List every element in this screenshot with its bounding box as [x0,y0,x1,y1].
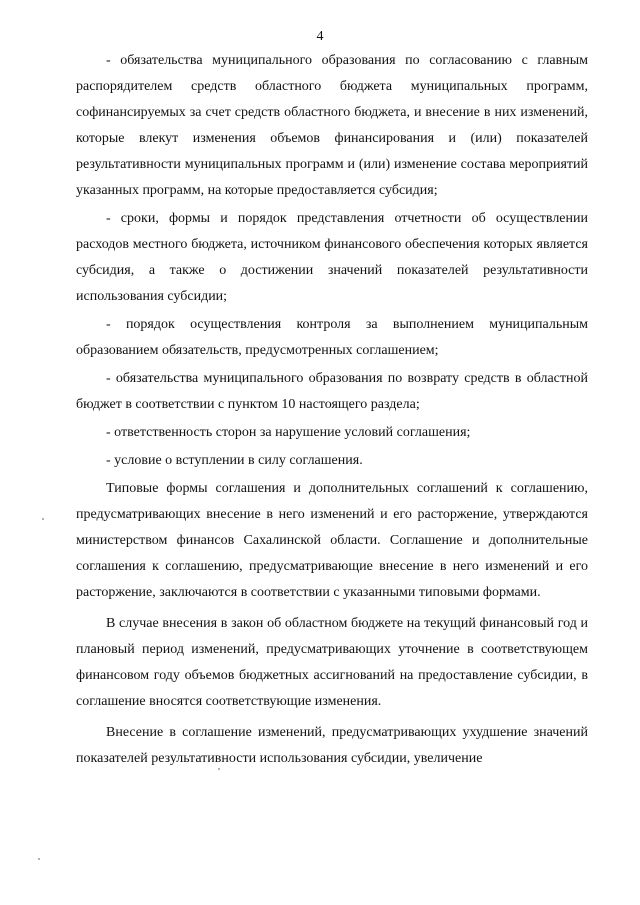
paragraph-standard-forms: Типовые формы соглашения и дополнительных соглашений к соглашению, предусматривающих внесение в него изменений и его расторжение, утверждаются министерством финансов Сахалинской области. Соглашение и дополнительные соглашения к соглашению, предусматривающие внесение в него изменений и его расторжение, заключаются в соответствии с указанными типовыми формами. [76,481,588,600]
paragraph-agreement-amendments: Внесение в соглашение изменений, предусматривающих ухудшение значений показателей результативности использования субсидии, увеличение [76,725,588,766]
document-body [76,48,588,774]
paragraph-refund-obligations: - обязательства муниципального образования по возврату средств в областной бюджет в соответствии с пунктом 10 настоящего раздела; [76,371,588,412]
paragraph-budget-law-changes: В случае внесения в закон об областном бюджете на текущий финансовый год и плановый период изменений, предусматривающих уточнение в соответствующем финансовом году объемов бюджетных ассигнований на предоставление субсидии, в соглашение вносятся соответствующие изменения. [76,616,588,709]
paragraph-reporting-terms: - сроки, формы и порядок представления отчетности об осуществлении расходов местного бюджета, источником финансового обеспечения которых является субсидия, а также о достижении значений показателей результативности использования субсидии; [76,211,588,304]
paragraph-liability: - ответственность сторон за нарушение условий соглашения; [106,425,471,440]
scan-speck [42,518,44,520]
paragraph-obligations-programs: - обязательства муниципального образования по согласованию с главным распорядителем средств областного бюджета муниципальных программ, софинансируемых за счет средств областного бюджета, и внесение в них изменений, которые влекут изменения объемов финансирования и (или) показателей результативности муниципальных программ и (или) изменение состава мероприятий указанных программ, на которые предоставляется субсидия; [76,53,588,198]
paragraph-control-procedure: - порядок осуществления контроля за выполнением муниципальным образованием обязательств, предусмотренных соглашением; [76,317,588,358]
page-number: 4 [316,29,324,44]
paragraph-entry-into-force: - условие о вступлении в силу соглашения. [106,453,363,468]
scan-speck [38,858,40,860]
scan-speck [218,768,220,770]
